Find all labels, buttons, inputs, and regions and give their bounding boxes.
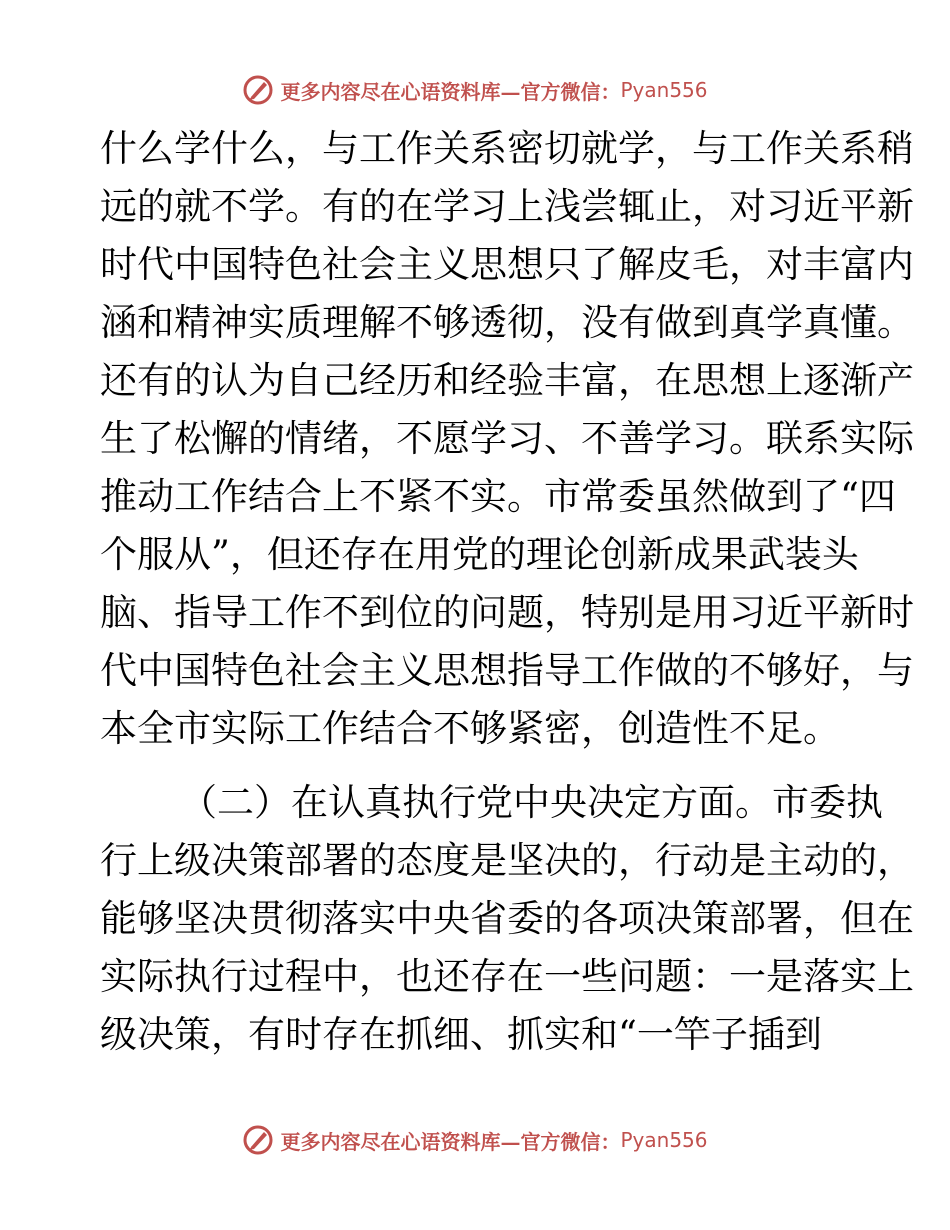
text-line: 实际执行过程中，也还存在一些问题：一是落实上 (100, 955, 914, 998)
section-heading-line: （二）在认真执行党中央决定方面。市委执 (180, 781, 883, 824)
banner-wechat-id: Pyan556 (620, 1128, 708, 1152)
text-line: 本全市实际工作结合不够紧密，创造性不足。 (100, 707, 840, 750)
text-line: 个服从”，但还存在用党的理论创新成果武装头 (100, 533, 859, 576)
text-line: 推动工作结合上不紧不实。市常委虽然做到了“四 (100, 475, 896, 518)
footer-banner (0, 1120, 950, 1160)
brush-logo-icon (242, 1124, 274, 1156)
text-line: 远的就不学。有的在学习上浅尝辄止，对习近平新 (100, 185, 914, 228)
brush-logo-icon (242, 74, 274, 106)
text-line: 脑、指导工作不到位的问题，特别是用习近平新时 (100, 591, 914, 634)
text-line: 什么学什么，与工作关系密切就学，与工作关系稍 (100, 127, 914, 170)
text-line: 行上级决策部署的态度是坚决的，行动是主动的， (100, 839, 914, 882)
text-line: 级决策，有时存在抓细、抓实和“一竿子插到 (100, 1013, 822, 1056)
text-line: 代中国特色社会主义思想指导工作做的不够好，与 (100, 649, 914, 692)
header-banner (0, 70, 950, 110)
banner-text: 更多内容尽在心语资料库—官方微信： (280, 1129, 621, 1154)
text-line: 还有的认为自己经历和经验丰富，在思想上逐渐产 (100, 359, 914, 402)
text-line: 涵和精神实质理解不够透彻，没有做到真学真懂。 (100, 301, 914, 344)
banner-wechat-id: Pyan556 (620, 78, 708, 102)
text-line: 生了松懈的情绪，不愿学习、不善学习。联系实际 (100, 417, 914, 460)
text-line: 能够坚决贯彻落实中央省委的各项决策部署，但在 (100, 897, 914, 940)
text-line: 时代中国特色社会主义思想只了解皮毛，对丰富内 (100, 243, 914, 286)
banner-text: 更多内容尽在心语资料库—官方微信： (280, 79, 621, 104)
